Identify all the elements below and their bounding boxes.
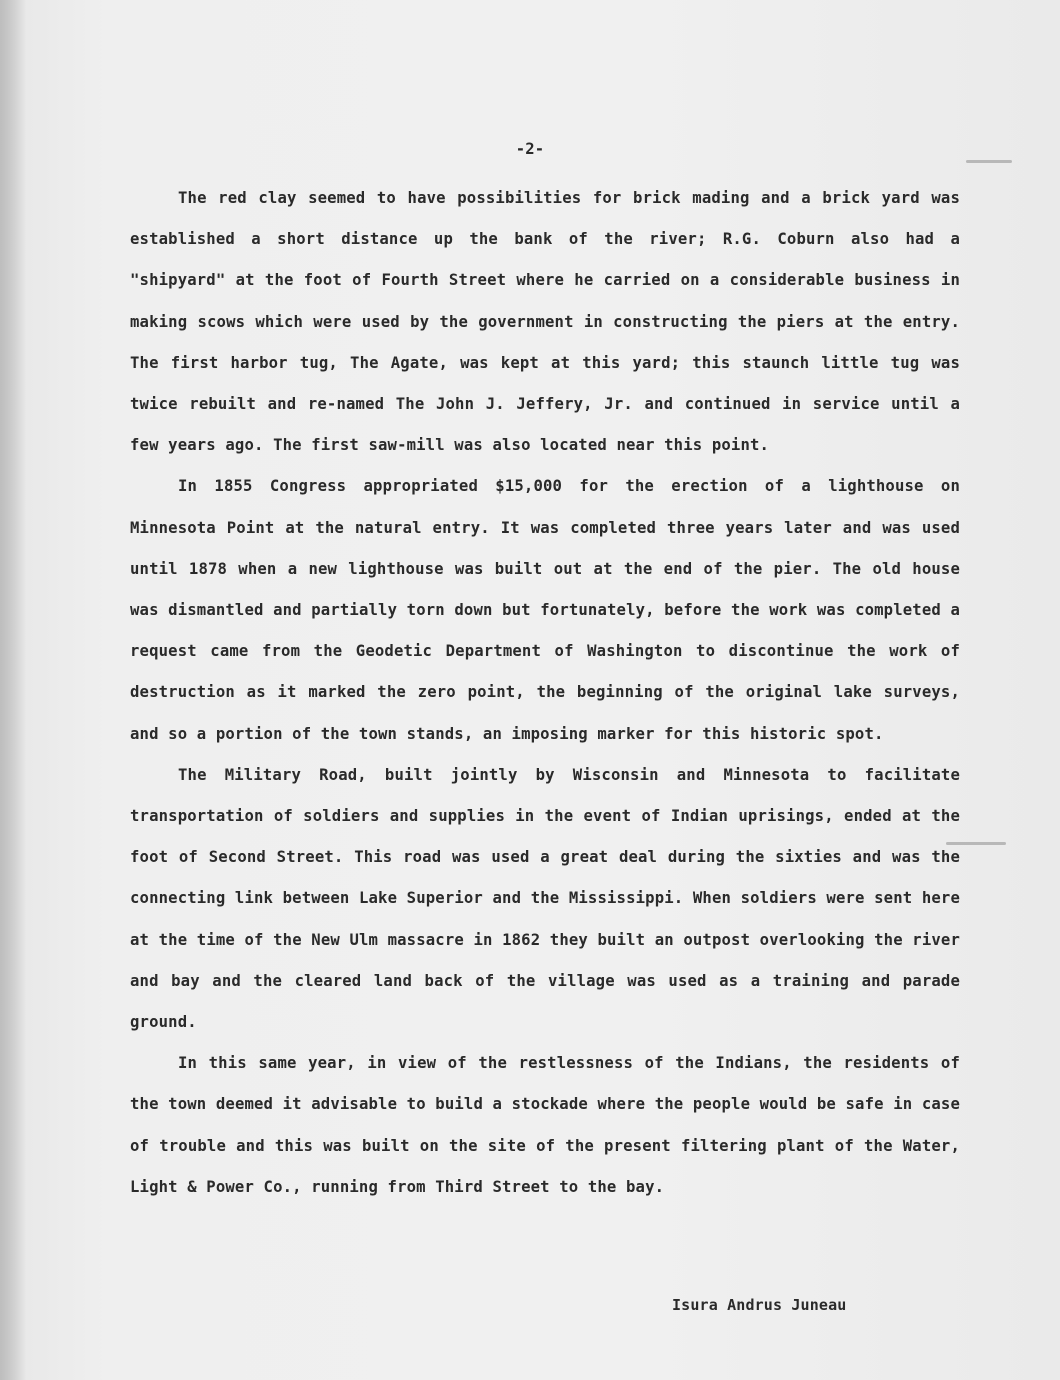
- author-signature: Isura Andrus Juneau: [672, 1296, 847, 1314]
- body-text: [130, 178, 960, 1208]
- paragraph: The red clay seemed to have possibilities for brick mading and a brick yard was established a short distance up the bank of the river; R.G. Coburn also had a "shipyard" at the foot of Fourth Street where he carried on a considerable business in making scows which were used by the government in constructing the piers at the entry. The first harbor tug, The Agate, was kept at this yard; this staunch little tug was twice rebuilt and re-named The John J. Jeffery, Jr. and continued in service until a few years ago. The first saw-mill was also located near this point.: [130, 189, 960, 455]
- edge-mark-top: [966, 160, 1012, 163]
- paragraph: The Military Road, built jointly by Wisconsin and Minnesota to facilitate transportation of soldiers and supplies in the event of Indian uprisings, ended at the foot of Second Street. This road was used a great deal during the sixties and was the connecting link between Lake Superior and the Mississippi. When soldiers were sent here at the time of the New Ulm massacre in 1862 they built an outpost overlooking the river and bay and the cleared land back of the village was used as a training and parade ground.: [130, 765, 960, 1032]
- paragraph: In 1855 Congress appropriated $15,000 for the erection of a lighthouse on Minnesota Point at the natural entry. It was completed three years later and was used until 1878 when a new lighthouse was built out at the end of the pier. The old house was dismantled and partially torn down but fortunately, before the work was completed a request came from the Geodetic Department of Washington to discontinue the work of destruction as it marked the zero point, the beginning of the original lake surveys, and so a portion of the town stands, an imposing marker for this historic spot.: [130, 477, 960, 743]
- paragraph: In this same year, in view of the restlessness of the Indians, the residents of the town deemed it advisable to build a stockade where the people would be safe in case of trouble and this was built on the site of the present filtering plant of the Water, Light & Power Co., running from Third Street to the bay.: [130, 1054, 960, 1196]
- page-number: -2-: [515, 140, 545, 158]
